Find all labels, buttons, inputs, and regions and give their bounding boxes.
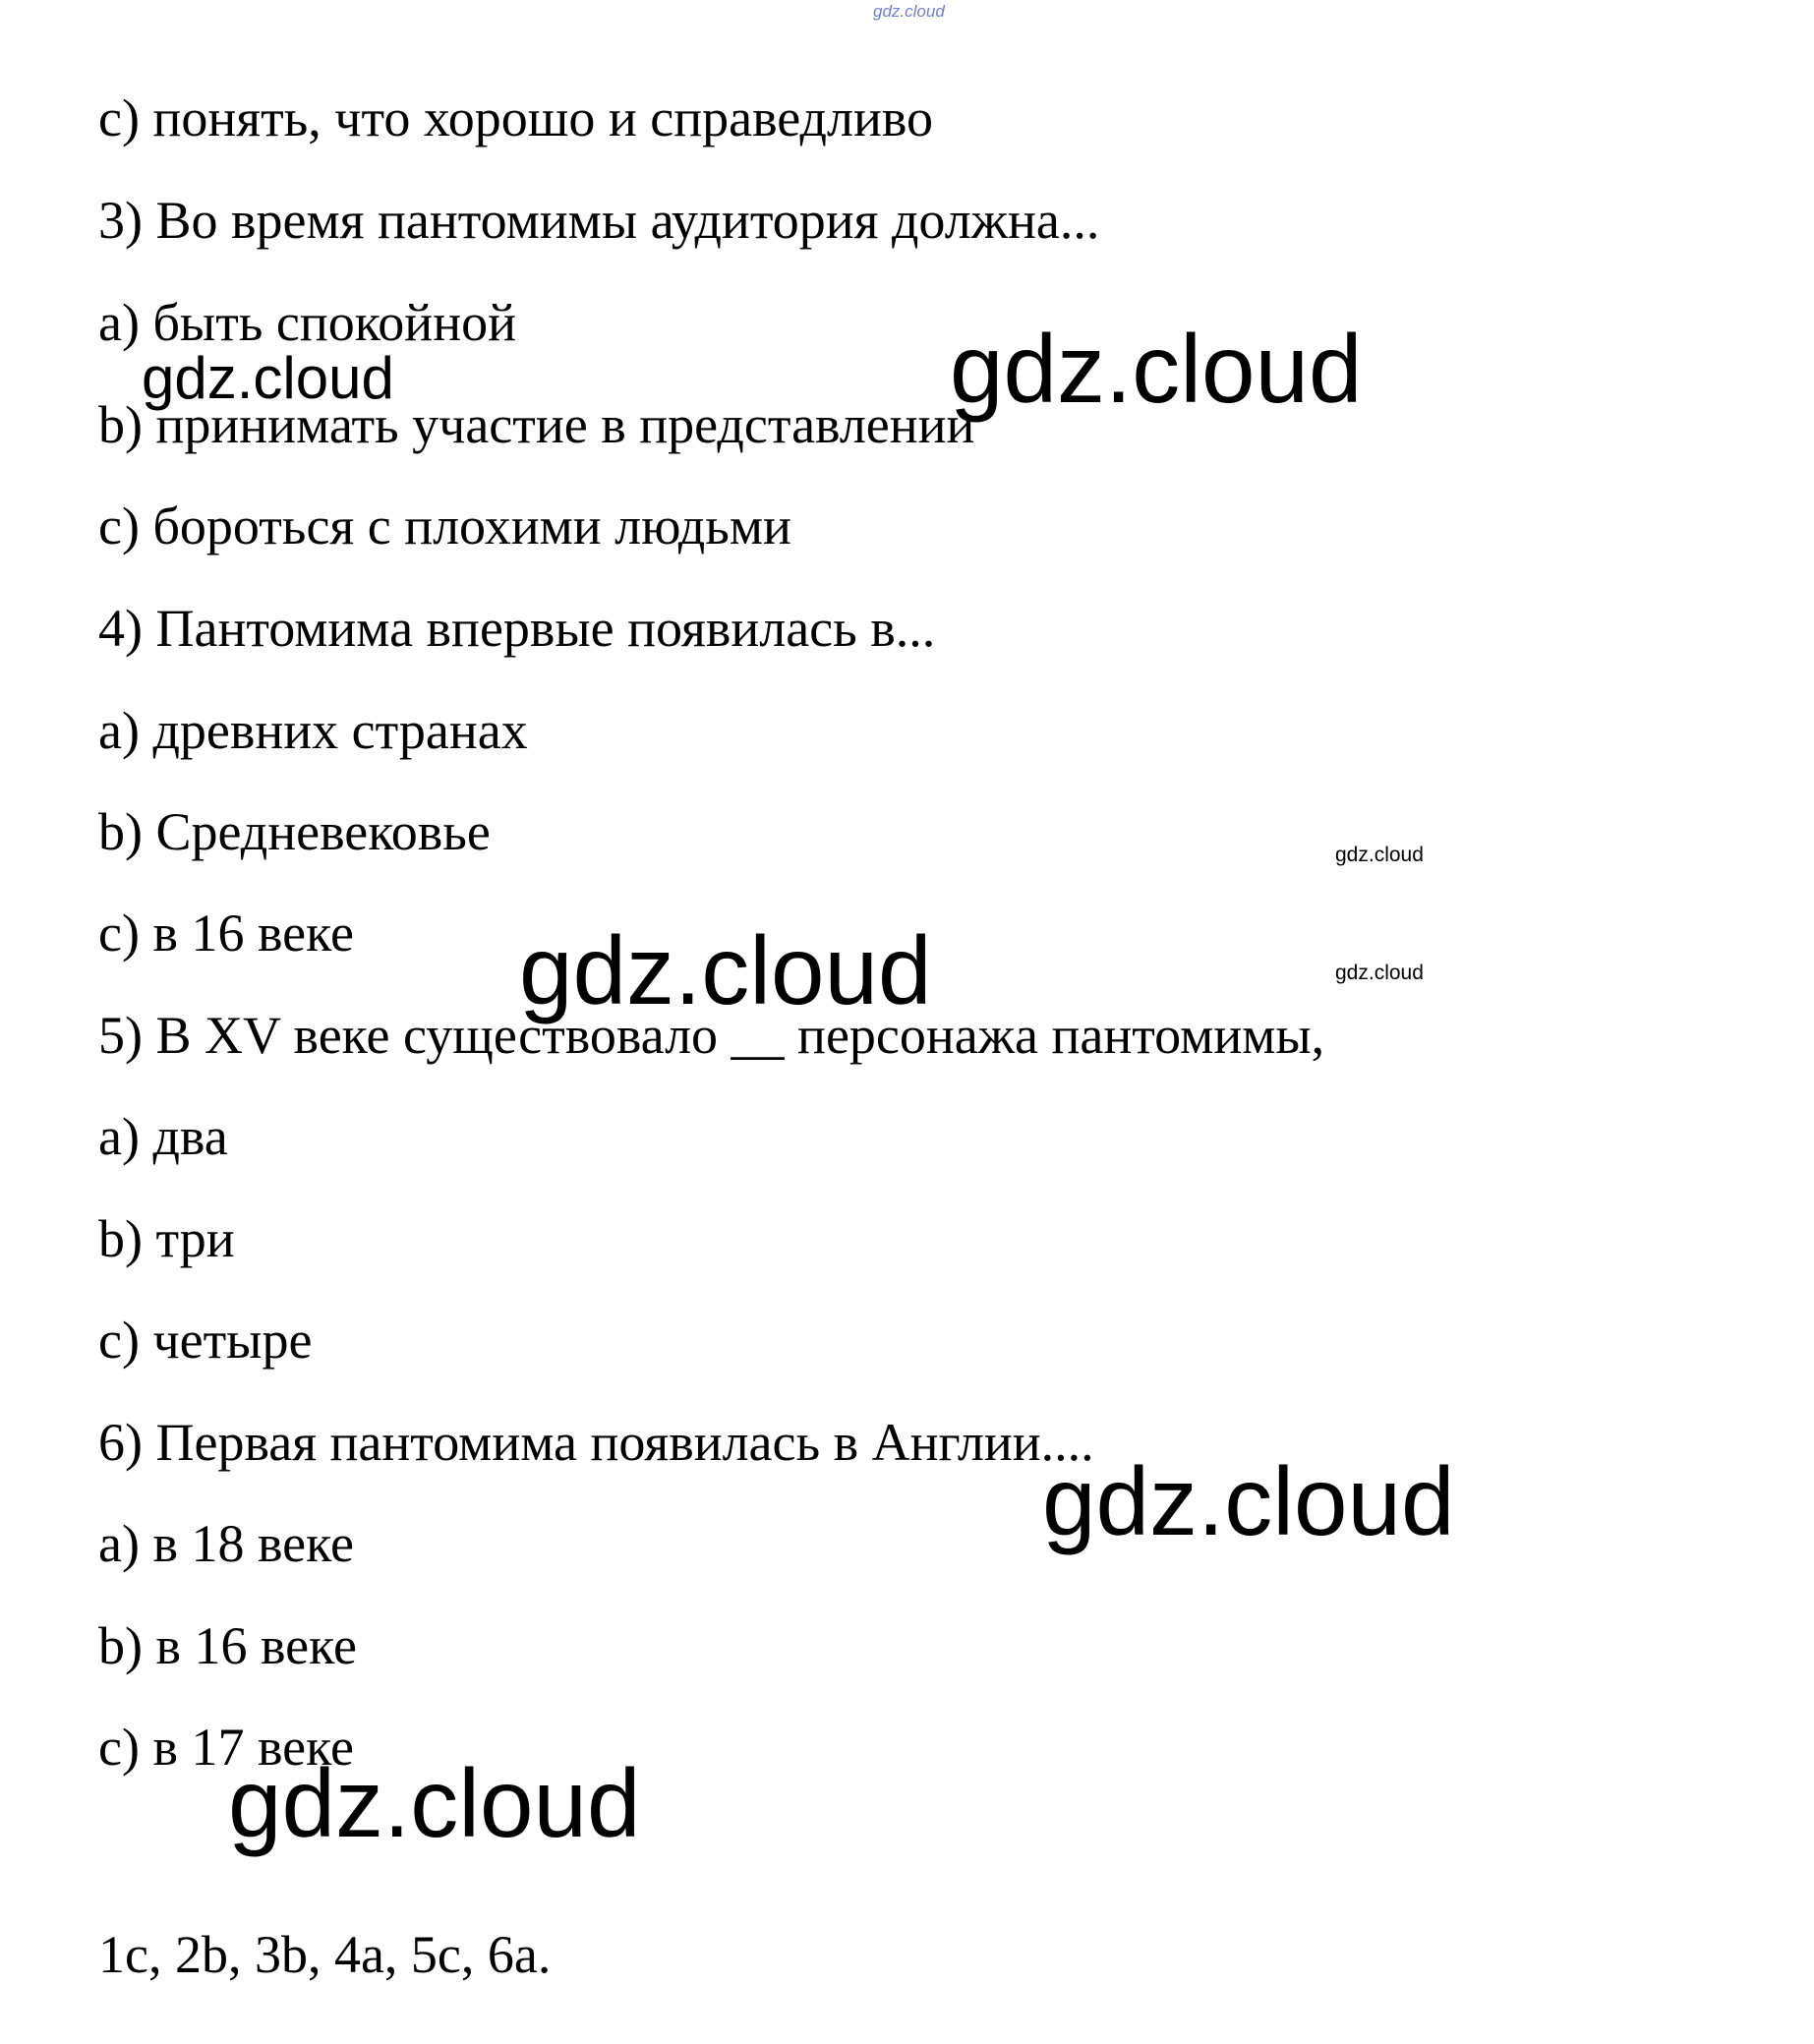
question-3: 3) Во время пантомимы аудитория должна... [98, 191, 1100, 250]
question-4: 4) Пантомима впервые появилась в... [98, 599, 936, 658]
watermark: gdz.cloud [950, 315, 1363, 423]
option-6c: c) в 17 веке [98, 1718, 354, 1777]
watermark: gdz.cloud [1042, 1447, 1455, 1555]
watermark: gdz.cloud [1335, 962, 1424, 984]
question-5: 5) В XV веке существовало __ персонажа пантомимы, [98, 1006, 1325, 1065]
watermark-top: gdz.cloud [873, 2, 945, 21]
option-3b: b) принимать участие в представлении [98, 395, 975, 454]
watermark: gdz.cloud [1335, 844, 1424, 866]
option-6b: b) в 16 веке [98, 1616, 357, 1675]
option-5b: b) три [98, 1209, 235, 1268]
option-6a: a) в 18 веке [98, 1514, 354, 1573]
option-1c: c) понять, что хорошо и справедливо [98, 88, 933, 147]
watermark: gdz.cloud [228, 1749, 641, 1857]
option-5c: c) четыре [98, 1311, 313, 1370]
question-6: 6) Первая пантомима появилась в Англии.... [98, 1413, 1094, 1472]
option-4a: a) древних странах [98, 701, 528, 760]
option-3a: a) быть спокойной [98, 293, 516, 352]
option-3c: c) бороться с плохими людьми [98, 496, 791, 555]
option-4b: b) Средневековье [98, 802, 491, 861]
answer-key: 1c, 2b, 3b, 4a, 5c, 6a. [98, 1925, 552, 1984]
watermark: gdz.cloud [519, 916, 932, 1024]
option-4c: c) в 16 веке [98, 904, 354, 963]
watermark: gdz.cloud [142, 345, 394, 411]
option-5a: a) два [98, 1107, 228, 1166]
